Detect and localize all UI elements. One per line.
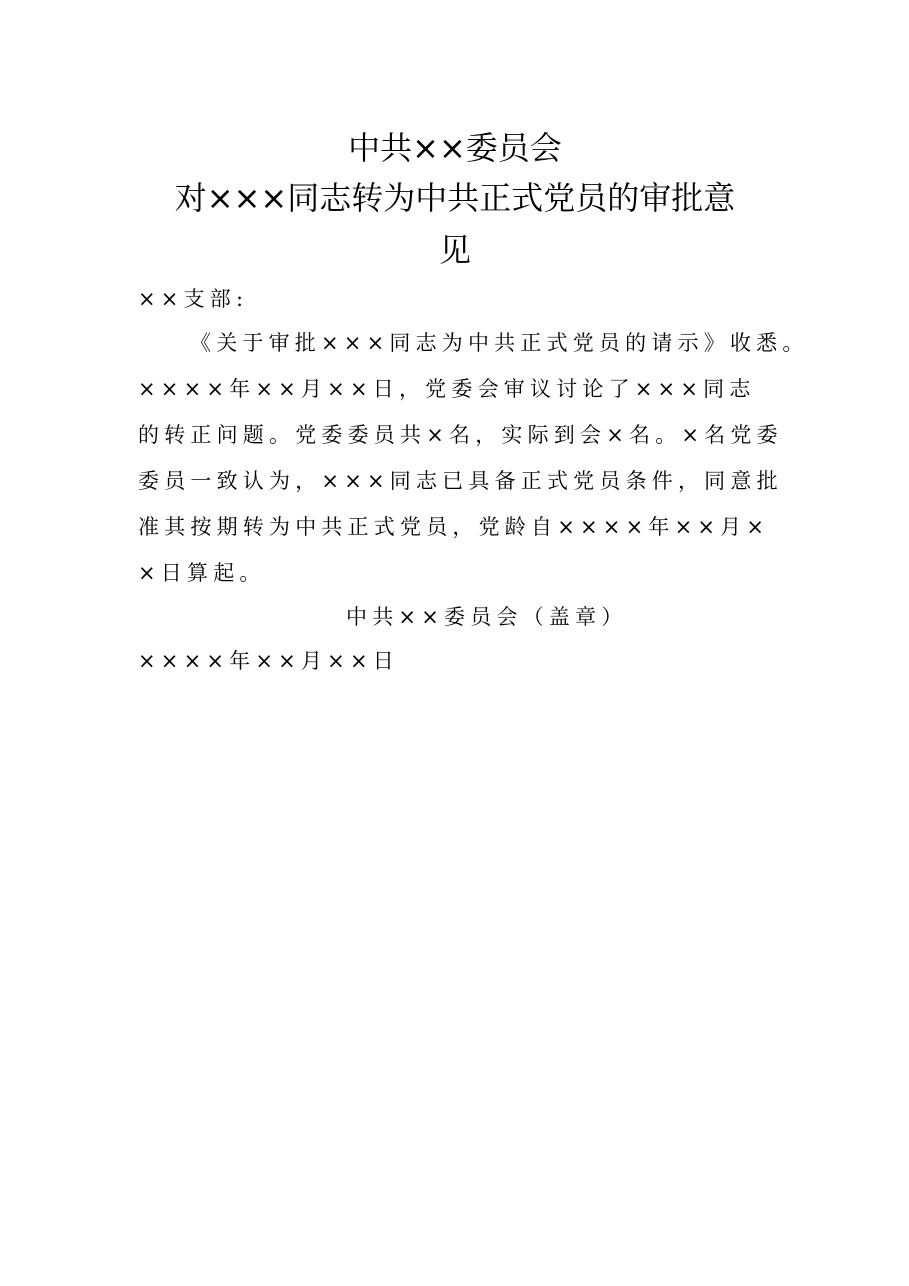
body-line: ××××年××月××日，党委会审议讨论了×××同志 bbox=[138, 377, 756, 401]
body-line: 《关于审批×××同志为中共正式党员的请示》收悉。 bbox=[190, 331, 809, 355]
title-line-1: 中共××委员会 bbox=[348, 129, 562, 167]
date-line: ××××年××月××日 bbox=[138, 649, 399, 673]
body-line: ×日算起。 bbox=[138, 561, 266, 585]
salutation: ××支部: bbox=[138, 287, 249, 311]
body-line: 准其按期转为中共正式党员，党龄自××××年××月× bbox=[138, 515, 770, 539]
body-line: 委员一致认为，×××同志已具备正式党员条件，同意批 bbox=[138, 469, 783, 493]
title-line-2: 对×××同志转为中共正式党员的审批意 bbox=[174, 179, 736, 217]
title-line-3: 见 bbox=[438, 231, 471, 269]
body-line: 的转正问题。党委委员共×名，实际到会×名。×名党委 bbox=[138, 423, 783, 447]
signature-line: 中共××委员会（盖章） bbox=[346, 605, 628, 629]
